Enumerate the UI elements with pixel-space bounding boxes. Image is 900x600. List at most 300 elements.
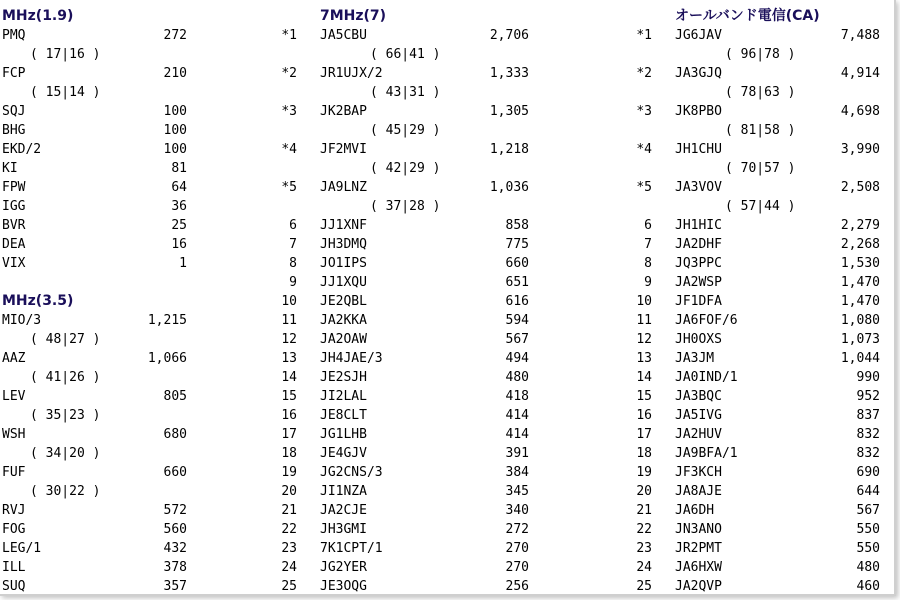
result-row [275, 577, 535, 596]
qso-multiplier-cell: ( 78|63 ) [725, 85, 796, 100]
result-row [630, 501, 888, 520]
qso-multiplier-cell: ( 42|29 ) [370, 161, 441, 176]
result-row [275, 292, 535, 311]
score-cell: 480 [856, 560, 880, 575]
rank-cell: 7 [289, 237, 297, 252]
callsign-cell: JA2WSP [675, 275, 722, 290]
score-cell: 1,080 [840, 313, 880, 328]
score-cell: 690 [856, 465, 880, 480]
qso-multiplier-cell: ( 30|22 ) [30, 484, 101, 499]
result-row [2, 64, 197, 83]
score-cell: 272 [505, 522, 529, 537]
section-title: 7MHz(7) [320, 8, 387, 24]
score-cell: 858 [505, 218, 529, 233]
score-cell: 990 [856, 370, 880, 385]
score-cell: 272 [163, 28, 187, 43]
section-title: MHz(1.9) [2, 8, 74, 24]
callsign-cell: JA3BQC [675, 389, 722, 404]
result-row [275, 501, 535, 520]
result-row [630, 330, 888, 349]
result-row [630, 463, 888, 482]
callsign-cell: JQ3PPC [675, 256, 722, 271]
score-cell: 100 [163, 142, 187, 157]
score-cell: 64 [171, 180, 187, 195]
qso-line [630, 197, 888, 216]
result-row [2, 235, 197, 254]
rank-cell: 25 [636, 579, 652, 594]
result-row [275, 368, 535, 387]
score-cell: 418 [505, 389, 529, 404]
rank-cell: 25 [281, 579, 297, 594]
result-row [275, 349, 535, 368]
result-row [275, 558, 535, 577]
result-row [2, 159, 197, 178]
callsign-cell: JA9LNZ [320, 180, 367, 195]
callsign-cell: JA3JM [675, 351, 715, 366]
score-cell: 560 [163, 522, 187, 537]
callsign-cell: JE2SJH [320, 370, 367, 385]
callsign-cell: JH1CHU [675, 142, 722, 157]
result-row [275, 311, 535, 330]
section-title: オールバンド電信(CA) [675, 8, 820, 24]
result-row [275, 406, 535, 425]
rank-cell: *2 [636, 66, 652, 81]
qso-line [630, 121, 888, 140]
result-row [2, 349, 197, 368]
score-cell: 480 [505, 370, 529, 385]
qso-line [630, 159, 888, 178]
callsign-cell: JH3GMI [320, 522, 367, 537]
qso-multiplier-cell: ( 66|41 ) [370, 47, 441, 62]
callsign-cell: JG2YER [320, 560, 367, 575]
result-row [630, 482, 888, 501]
callsign-cell: 7K1CPT/1 [320, 541, 383, 556]
result-row [275, 387, 535, 406]
rank-cell: 24 [281, 560, 297, 575]
callsign-cell: ILL [2, 560, 26, 575]
callsign-cell: LEV [2, 389, 26, 404]
qso-line [275, 45, 535, 64]
callsign-cell: SUQ [2, 579, 26, 594]
callsign-cell: FCP [2, 66, 26, 81]
score-cell: 1,305 [489, 104, 529, 119]
qso-multiplier-cell: ( 35|23 ) [30, 408, 101, 423]
result-row [2, 197, 197, 216]
rank-cell: 17 [636, 427, 652, 442]
callsign-cell: WSH [2, 427, 26, 442]
qso-multiplier-cell: ( 81|58 ) [725, 123, 796, 138]
result-row [630, 368, 888, 387]
callsign-cell: AAZ [2, 351, 26, 366]
callsign-cell: JE8CLT [320, 408, 367, 423]
score-cell: 644 [856, 484, 880, 499]
callsign-cell: JA8AJE [675, 484, 722, 499]
rank-cell: 14 [636, 370, 652, 385]
rank-cell: 13 [281, 351, 297, 366]
result-row [275, 102, 535, 121]
callsign-cell: JA2DHF [675, 237, 722, 252]
result-row [630, 273, 888, 292]
qso-multiplier-cell: ( 70|57 ) [725, 161, 796, 176]
score-cell: 837 [856, 408, 880, 423]
section-title: MHz(3.5) [2, 293, 74, 309]
rank-cell: *1 [636, 28, 652, 43]
callsign-cell: JG2CNS/3 [320, 465, 383, 480]
rank-cell: 8 [644, 256, 652, 271]
callsign-cell: JH1HIC [675, 218, 722, 233]
result-row [2, 178, 197, 197]
score-cell: 572 [163, 503, 187, 518]
rank-cell: 9 [289, 275, 297, 290]
score-cell: 16 [171, 237, 187, 252]
qso-line [275, 83, 535, 102]
callsign-cell: JK8PBO [675, 104, 722, 119]
result-row [630, 178, 888, 197]
result-row [630, 216, 888, 235]
score-cell: 4,914 [840, 66, 880, 81]
rank-cell: 16 [636, 408, 652, 423]
callsign-cell: JA2QVP [675, 579, 722, 594]
result-row [2, 387, 197, 406]
result-row [2, 463, 197, 482]
score-cell: 4,698 [840, 104, 880, 119]
callsign-cell: JH0OXS [675, 332, 722, 347]
callsign-cell: JA2KKA [320, 313, 367, 328]
rank-cell: 11 [636, 313, 652, 328]
rank-cell: 22 [636, 522, 652, 537]
result-row [2, 501, 197, 520]
result-row [275, 178, 535, 197]
callsign-cell: JA0IND/1 [675, 370, 738, 385]
callsign-cell: JH4JAE/3 [320, 351, 383, 366]
qso-line [2, 406, 197, 425]
score-cell: 384 [505, 465, 529, 480]
qso-line [275, 197, 535, 216]
result-row [275, 482, 535, 501]
score-cell: 1,333 [489, 66, 529, 81]
rank-cell: 21 [281, 503, 297, 518]
score-cell: 3,990 [840, 142, 880, 157]
result-row [275, 273, 535, 292]
qso-line [275, 121, 535, 140]
callsign-cell: JA5IVG [675, 408, 722, 423]
qso-line [2, 83, 197, 102]
result-row [2, 425, 197, 444]
result-row [2, 140, 197, 159]
rank-cell: *5 [281, 180, 297, 195]
rank-cell: 18 [281, 446, 297, 461]
score-cell: 1,073 [840, 332, 880, 347]
callsign-cell: JK2BAP [320, 104, 367, 119]
qso-multiplier-cell: ( 43|31 ) [370, 85, 441, 100]
rank-cell: 20 [636, 484, 652, 499]
result-row [2, 577, 197, 596]
score-cell: 432 [163, 541, 187, 556]
callsign-cell: JA3GJQ [675, 66, 722, 81]
rank-cell: *3 [636, 104, 652, 119]
result-row [2, 558, 197, 577]
callsign-cell: JG1LHB [320, 427, 367, 442]
rank-cell: *4 [281, 142, 297, 157]
result-row [2, 520, 197, 539]
score-cell: 1 [179, 256, 187, 271]
result-row [630, 558, 888, 577]
score-cell: 660 [163, 465, 187, 480]
score-cell: 391 [505, 446, 529, 461]
qso-line [630, 83, 888, 102]
callsign-cell: JA6FOF/6 [675, 313, 738, 328]
column-all-band-cw [630, 7, 888, 596]
score-cell: 100 [163, 123, 187, 138]
callsign-cell: JE4GJV [320, 446, 367, 461]
score-cell: 81 [171, 161, 187, 176]
rank-cell: 20 [281, 484, 297, 499]
result-row [630, 235, 888, 254]
qso-multiplier-cell: ( 41|26 ) [30, 370, 101, 385]
score-cell: 775 [505, 237, 529, 252]
result-row [275, 26, 535, 45]
qso-line [2, 482, 197, 501]
qso-multiplier-cell: ( 37|28 ) [370, 199, 441, 214]
result-row [275, 425, 535, 444]
rank-cell: 24 [636, 560, 652, 575]
score-cell: 494 [505, 351, 529, 366]
rank-cell: 16 [281, 408, 297, 423]
callsign-cell: KI [2, 161, 18, 176]
rank-cell: 6 [644, 218, 652, 233]
score-cell: 2,706 [489, 28, 529, 43]
callsign-cell: JF3KCH [675, 465, 722, 480]
callsign-cell: JJ1XNF [320, 218, 367, 233]
rank-cell: *3 [281, 104, 297, 119]
qso-multiplier-cell: ( 34|20 ) [30, 446, 101, 461]
qso-multiplier-cell: ( 57|44 ) [725, 199, 796, 214]
callsign-cell: JA9BFA/1 [675, 446, 738, 461]
result-row [630, 102, 888, 121]
callsign-cell: VIX [2, 256, 26, 271]
qso-multiplier-cell: ( 15|14 ) [30, 85, 101, 100]
score-cell: 256 [505, 579, 529, 594]
rank-cell: 6 [289, 218, 297, 233]
score-cell: 378 [163, 560, 187, 575]
result-row [275, 140, 535, 159]
qso-multiplier-cell: ( 96|78 ) [725, 47, 796, 62]
score-cell: 1,470 [840, 294, 880, 309]
rank-cell: *1 [281, 28, 297, 43]
callsign-cell: JF1DFA [675, 294, 722, 309]
score-cell: 594 [505, 313, 529, 328]
score-cell: 357 [163, 579, 187, 594]
score-cell: 460 [856, 579, 880, 594]
callsign-cell: JR1UJX/2 [320, 66, 383, 81]
score-cell: 414 [505, 408, 529, 423]
result-row [2, 254, 197, 273]
rank-cell: 14 [281, 370, 297, 385]
result-row [630, 349, 888, 368]
score-cell: 680 [163, 427, 187, 442]
rank-cell: 17 [281, 427, 297, 442]
score-cell: 651 [505, 275, 529, 290]
result-row [275, 235, 535, 254]
qso-line [275, 159, 535, 178]
score-cell: 832 [856, 427, 880, 442]
result-row [630, 26, 888, 45]
callsign-cell: JR2PMT [675, 541, 722, 556]
callsign-cell: JA3VOV [675, 180, 722, 195]
score-cell: 270 [505, 541, 529, 556]
score-cell: 345 [505, 484, 529, 499]
qso-line [2, 444, 197, 463]
score-cell: 2,268 [840, 237, 880, 252]
qso-line [2, 330, 197, 349]
score-cell: 25 [171, 218, 187, 233]
result-row [630, 292, 888, 311]
qso-multiplier-cell: ( 48|27 ) [30, 332, 101, 347]
score-cell: 1,044 [840, 351, 880, 366]
result-row [630, 311, 888, 330]
callsign-cell: JA6HXW [675, 560, 722, 575]
column-7mhz [275, 7, 535, 596]
result-row [275, 539, 535, 558]
result-row [630, 539, 888, 558]
score-cell: 1,066 [147, 351, 187, 366]
score-cell: 616 [505, 294, 529, 309]
score-cell: 1,215 [147, 313, 187, 328]
callsign-cell: FOG [2, 522, 26, 537]
section-header [630, 7, 888, 26]
rank-cell: 15 [636, 389, 652, 404]
rank-cell: 9 [644, 275, 652, 290]
result-row [2, 26, 197, 45]
rank-cell: *2 [281, 66, 297, 81]
callsign-cell: LEG/1 [2, 541, 42, 556]
callsign-cell: JO1IPS [320, 256, 367, 271]
result-row [630, 254, 888, 273]
score-cell: 100 [163, 104, 187, 119]
callsign-cell: DEA [2, 237, 26, 252]
section-header [2, 292, 197, 311]
rank-cell: 12 [281, 332, 297, 347]
rank-cell: 7 [644, 237, 652, 252]
result-row [630, 520, 888, 539]
score-cell: 414 [505, 427, 529, 442]
result-row [2, 273, 197, 292]
callsign-cell: JA5CBU [320, 28, 367, 43]
callsign-cell: JE3OQG [320, 579, 367, 594]
result-row [275, 64, 535, 83]
score-cell: 210 [163, 66, 187, 81]
score-cell: 805 [163, 389, 187, 404]
result-row [275, 463, 535, 482]
score-cell: 550 [856, 522, 880, 537]
score-cell: 660 [505, 256, 529, 271]
rank-cell: 19 [636, 465, 652, 480]
callsign-cell: JF2MVI [320, 142, 367, 157]
section-header [275, 7, 535, 26]
qso-line [2, 45, 197, 64]
score-cell: 2,508 [840, 180, 880, 195]
rank-cell: 10 [281, 294, 297, 309]
callsign-cell: JA2OAW [320, 332, 367, 347]
qso-line [630, 45, 888, 64]
result-row [2, 121, 197, 140]
result-row [630, 425, 888, 444]
rank-cell: 19 [281, 465, 297, 480]
callsign-cell: JN3ANO [675, 522, 722, 537]
result-row [630, 387, 888, 406]
result-row [630, 140, 888, 159]
result-row [275, 254, 535, 273]
result-row [630, 406, 888, 425]
column-low-bands [2, 7, 197, 596]
result-row [2, 539, 197, 558]
result-row [630, 64, 888, 83]
callsign-cell: JH3DMQ [320, 237, 367, 252]
score-cell: 340 [505, 503, 529, 518]
score-cell: 567 [856, 503, 880, 518]
score-cell: 270 [505, 560, 529, 575]
callsign-cell: FUF [2, 465, 26, 480]
score-cell: 1,470 [840, 275, 880, 290]
section-header [2, 7, 197, 26]
callsign-cell: JI1NZA [320, 484, 367, 499]
callsign-cell: SQJ [2, 104, 26, 119]
rank-cell: 15 [281, 389, 297, 404]
callsign-cell: JJ1XQU [320, 275, 367, 290]
callsign-cell: PMQ [2, 28, 26, 43]
qso-multiplier-cell: ( 45|29 ) [370, 123, 441, 138]
score-cell: 832 [856, 446, 880, 461]
callsign-cell: IGG [2, 199, 26, 214]
score-cell: 36 [171, 199, 187, 214]
result-row [2, 102, 197, 121]
result-row [275, 444, 535, 463]
callsign-cell: BHG [2, 123, 26, 138]
score-cell: 1,036 [489, 180, 529, 195]
score-cell: 1,218 [489, 142, 529, 157]
rank-cell: 10 [636, 294, 652, 309]
score-cell: 550 [856, 541, 880, 556]
callsign-cell: JE2QBL [320, 294, 367, 309]
rank-cell: 11 [281, 313, 297, 328]
callsign-cell: JA6DH [675, 503, 715, 518]
result-row [275, 216, 535, 235]
score-cell: 2,279 [840, 218, 880, 233]
callsign-cell: MIO/3 [2, 313, 42, 328]
result-row [2, 216, 197, 235]
qso-multiplier-cell: ( 17|16 ) [30, 47, 101, 62]
result-row [275, 330, 535, 349]
score-cell: 7,488 [840, 28, 880, 43]
callsign-cell: JA2HUV [675, 427, 722, 442]
rank-cell: 23 [281, 541, 297, 556]
result-row [630, 577, 888, 596]
rank-cell: 21 [636, 503, 652, 518]
rank-cell: 22 [281, 522, 297, 537]
callsign-cell: JI2LAL [320, 389, 367, 404]
callsign-cell: RVJ [2, 503, 26, 518]
rank-cell: 8 [289, 256, 297, 271]
rank-cell: 18 [636, 446, 652, 461]
rank-cell: 12 [636, 332, 652, 347]
callsign-cell: JA2CJE [320, 503, 367, 518]
score-cell: 1,530 [840, 256, 880, 271]
callsign-cell: BVR [2, 218, 26, 233]
rank-cell: 13 [636, 351, 652, 366]
result-row [2, 311, 197, 330]
callsign-cell: FPW [2, 180, 26, 195]
callsign-cell: JG6JAV [675, 28, 722, 43]
